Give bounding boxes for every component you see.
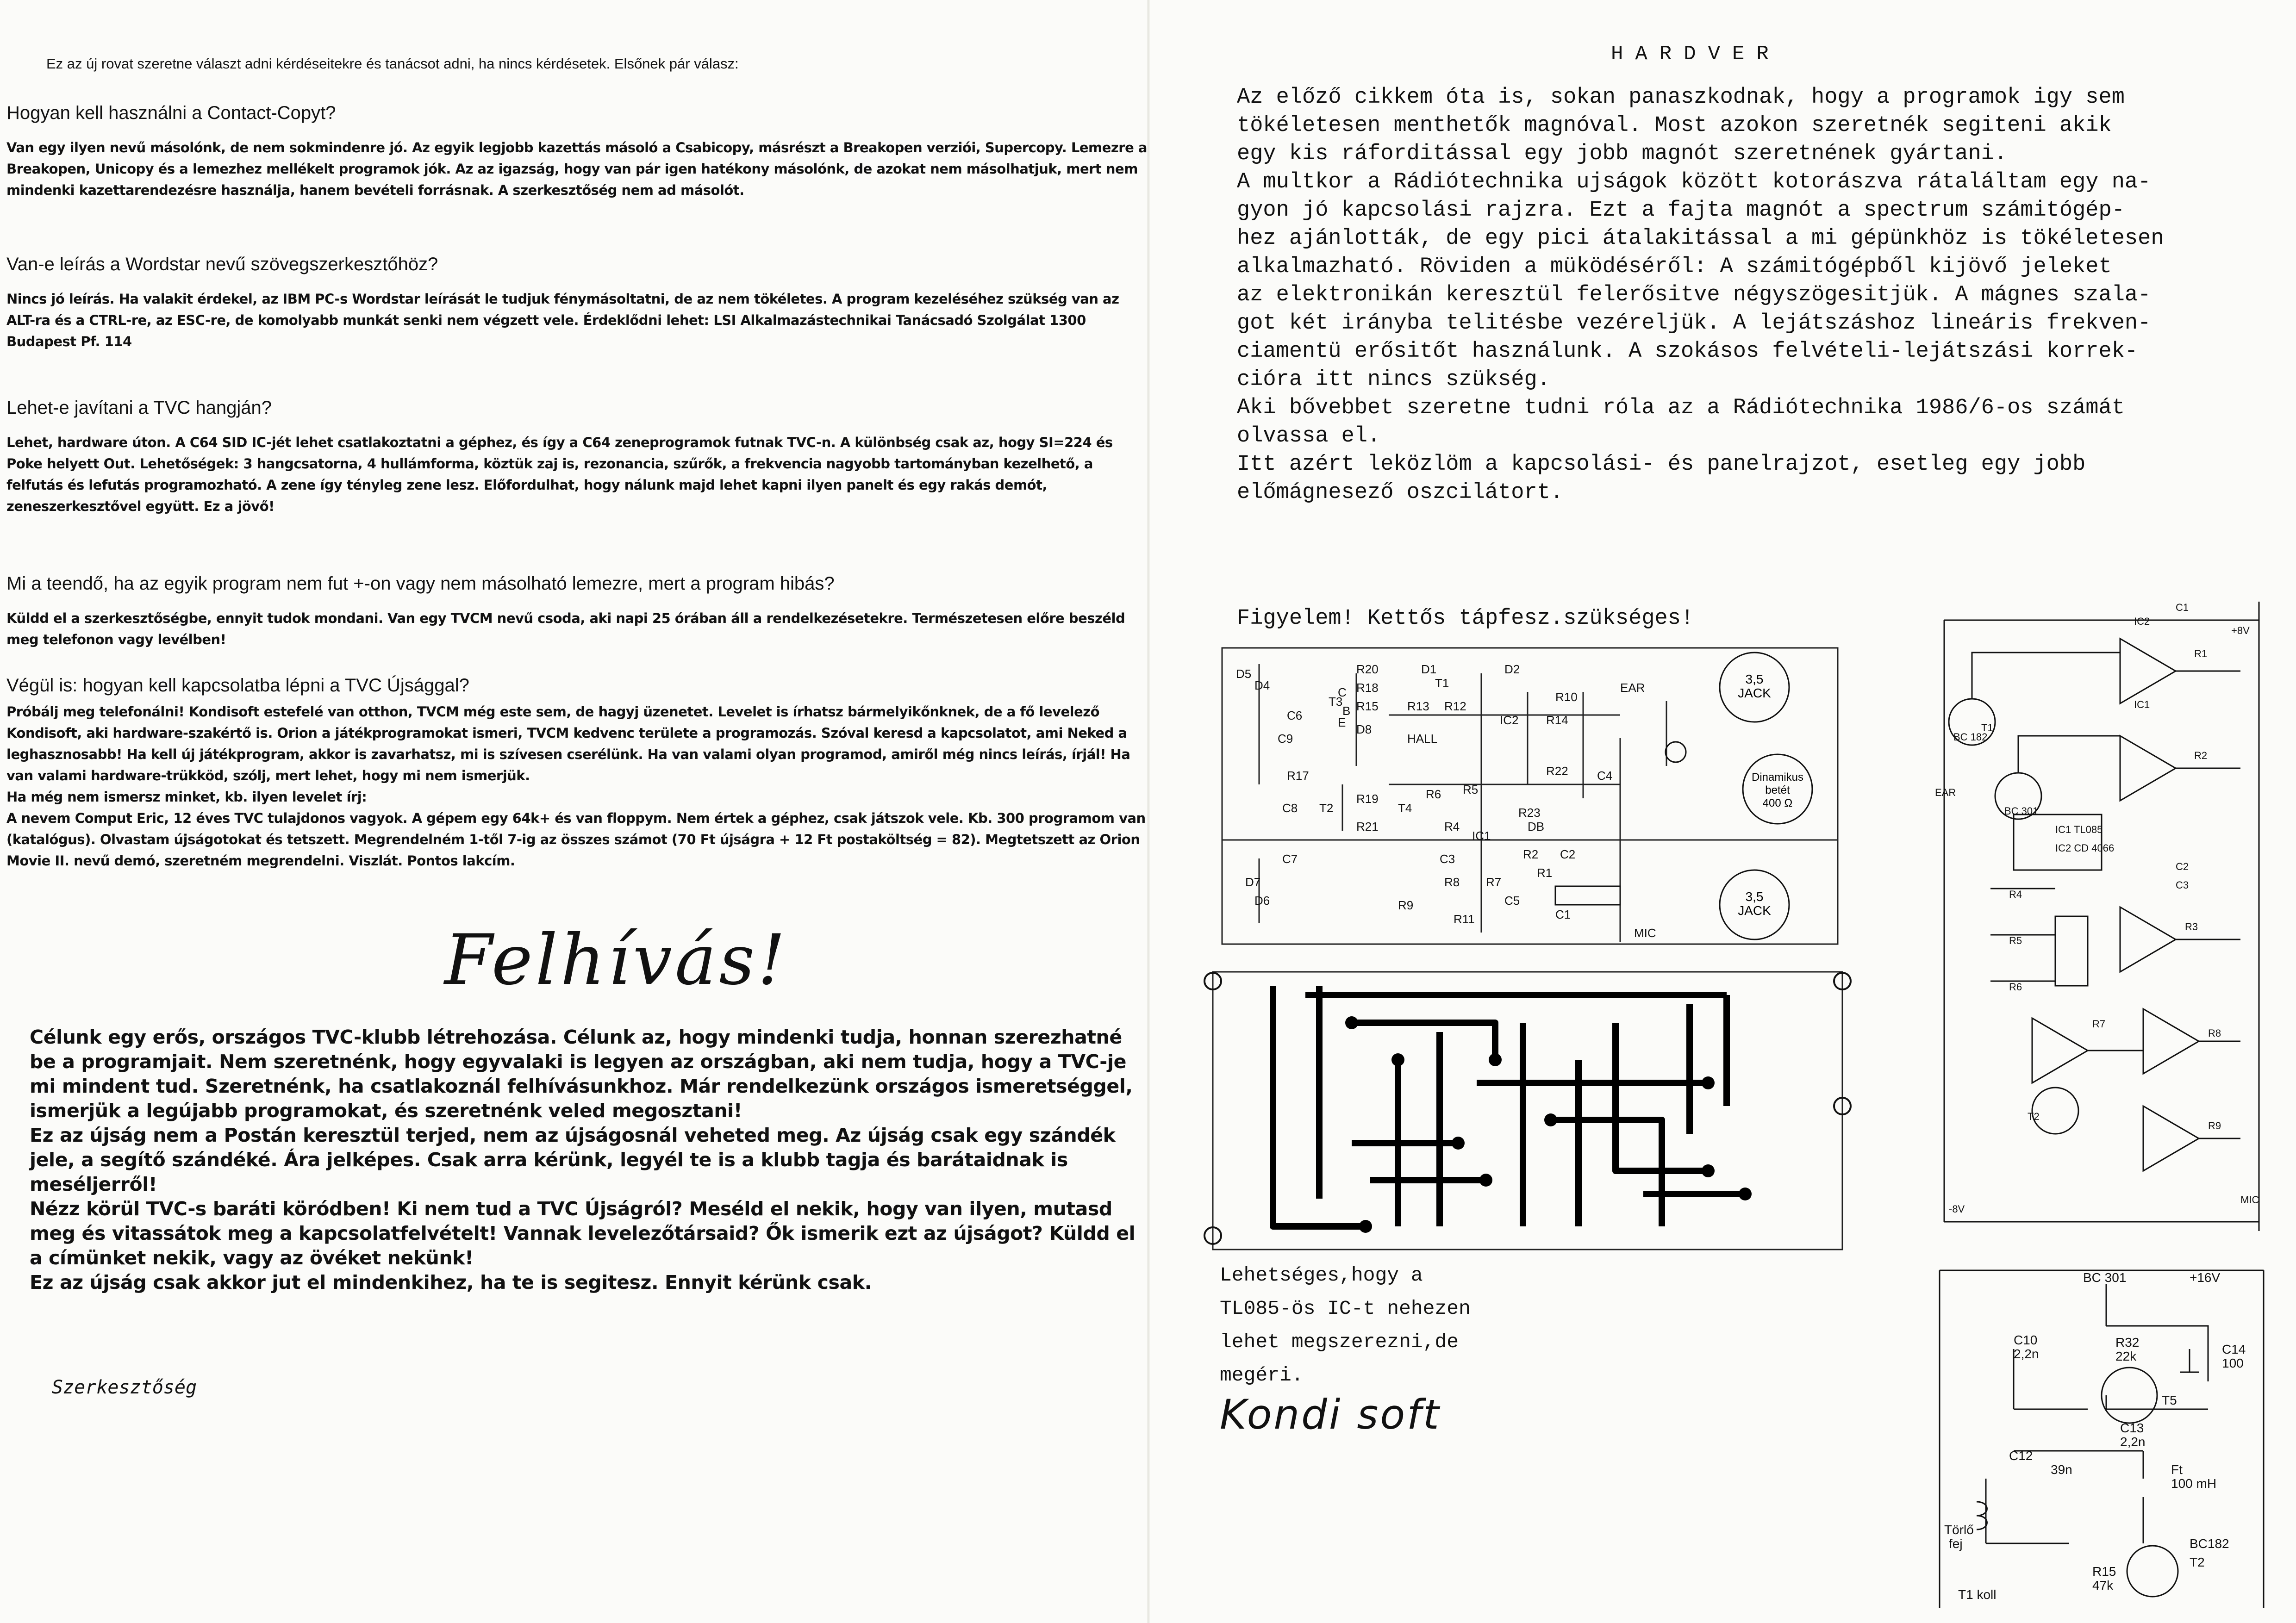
component-label: C7 [1282, 852, 1298, 866]
component-label: C3 [1440, 852, 1455, 866]
felhivas-title: Felhívás! [444, 920, 788, 1001]
oscillator-label: 2,2n [2120, 1435, 2146, 1449]
schematic-label: R9 [2208, 1120, 2221, 1132]
pcb-layout-drawing [1199, 967, 1861, 1254]
body-line: Az előző cikkem óta is, sokan panaszkodnak, hogy a programok igy sem [1237, 85, 2125, 110]
qa-item-1 [6, 101, 1148, 201]
oscillator-label: fej [1949, 1536, 1963, 1551]
hardver-title: HARDVER [1611, 43, 1781, 66]
schematic-label: T2 [2028, 1111, 2040, 1122]
oscillator-label: C12 [2009, 1449, 2033, 1463]
component-label: D2 [1504, 662, 1520, 676]
component-label: R17 [1287, 769, 1309, 783]
component-layout-diagram [1204, 646, 1861, 960]
signature-szerkesztoseg: Szerkesztőség [52, 1377, 197, 1398]
component-label: E [1338, 715, 1346, 729]
answer-paragraph: Próbálj meg telefonálni! Kondisoft estefelé van otthon, TVCM még este sem, de hagyj üzenetet. Levelet is írhatsz bármelyikőnknek, de a fő levelező Kondisoft, aki hardware-szakértő is. Orion a játékprogramokat ismeri, TVCM kedvenc területe a programozás. Szóval keresd a kapcsolatot, ami Neked a leghasznosabb! Ha kell új játékprogram, akkor is zavarhatsz, mi is szívesen cserélünk. Ha van valami olyan programod, amiről még nincs leírás, írjál! Ha van valami hardware-trükköd, szólj, mert lehet, hogy mi nem ismerjük. [6, 704, 1130, 784]
schematic-label: R5 [2009, 935, 2022, 946]
schematic-label: C1 [2176, 602, 2189, 613]
schematic-label: T1 [1981, 722, 1993, 734]
qa-item-2 [6, 252, 1148, 352]
oscillator-label: T1 koll [1958, 1587, 1997, 1602]
component-label: R19 [1356, 792, 1379, 806]
oscillator-label: BC 301 [2083, 1270, 2127, 1285]
oscillator-label: 100 mH [2171, 1476, 2217, 1491]
component-label: C [1338, 685, 1347, 699]
component-label: R21 [1356, 820, 1379, 833]
warning-text: Figyelem! Kettős tápfesz.szükséges! [1237, 606, 1694, 631]
jack-mic-label-2: JACK [1738, 903, 1771, 918]
component-label: R12 [1444, 699, 1466, 713]
component-label: R8 [1444, 875, 1460, 889]
answer-paragraph: A nevem Comput Eric, 12 éves TVC tulajdonos vagyok. A gépem egy 64k+ és van floppym. Nem értek a géphez, csak játszok vele. Kb. 300 programom van (katalógus). Olvastam újságotokat és tetszett. Megrendelném 1-től 7-ig az összes számot (70 Ft újságra + 12 Ft postaköltség = 82). Megtetszett az Orion Movie II. nevű demó, szeretném megrendelni. Viszlát. Pontos lakcím. [6, 810, 1146, 869]
schematic-label: +8V [2231, 625, 2250, 636]
jack-ear-label-2: JACK [1738, 686, 1771, 700]
signature-kondisoft: Kondi soft [1220, 1391, 1441, 1438]
component-label: T4 [1398, 801, 1412, 815]
schematic-label: IC1 TL085 [2055, 824, 2103, 835]
oscillator-label: R15 [2092, 1564, 2116, 1579]
schematic-label: R4 [2009, 889, 2022, 900]
answer: Van egy ilyen nevű másolónk, de nem sokmindenre jó. Az egyik legjobb kazettás másoló a Csabicopy, másrészt a Breakopen verziói, Supercopy. Lemezre a Breakopen, Unicopy és a lemezhez mellékelt programok jók. Az az igazság, hogy van pár igen hatékony másolónk, de azokat nem másolhatjuk, mert nem mindenki kazettarendezésre használja, hanem bevételi forrásnak. A szerkesztőség nem ad másolót. [6, 140, 1147, 198]
body-line: cióra itt nincs szükség. [1237, 367, 1550, 392]
component-label: R20 [1356, 662, 1379, 676]
component-label: IC2 [1500, 713, 1519, 727]
component-label: D1 [1421, 662, 1437, 676]
component-label: R6 [1426, 787, 1441, 801]
main-schematic [1916, 583, 2287, 1240]
hardver-body [1237, 83, 2283, 507]
schematic-label: R1 [2194, 648, 2208, 659]
jack-mic-label-1: 3,5 [1745, 889, 1764, 904]
qa-item-5 [6, 673, 1148, 871]
body-line: Aki bővebbet szeretne tudni róla az a Rádiótechnika 1986/6-os számát [1237, 396, 2125, 420]
answer: Küldd el a szerkesztőségbe, ennyit tudok mondani. Van egy TVCM nevű csoda, aki napi 25 órában áll a rendelkezésetekre. Természetesen előre beszéld meg telefonon vagy levélben! [6, 610, 1125, 647]
tl085-note [1220, 1259, 1544, 1392]
transistor-t5 [2102, 1368, 2157, 1423]
component-label: R10 [1555, 690, 1578, 704]
qa-item-3 [6, 396, 1148, 517]
component-label: IC1 [1472, 829, 1491, 843]
felhivas-paragraph: Ez az újság csak akkor jut el mindenkihez, ha te is segitesz. Ennyit kérünk csak. [30, 1271, 872, 1293]
component-label: T3 [1329, 695, 1343, 709]
note-line: Lehetséges,hogy a [1220, 1264, 1423, 1287]
schematic-label: IC2 [2134, 616, 2150, 627]
oscillator-label: +16V [2190, 1270, 2221, 1285]
schematic-label: BC 301 [2004, 805, 2039, 817]
felhivas-paragraph: Nézz körül TVC-s baráti köródben! Ki nem tud a TVC Újságról? Meséld el nekik, hogy van ilyen, mutasd meg és vitassátok meg a kapcsolatfelvételt! Vannak levelezőtársaid? Ők ismerik ezt az újságot? Küldd el a címünket nekik, vagy az övéket nekünk! [30, 1198, 1136, 1269]
schematic-label: R3 [2185, 921, 2198, 933]
body-line: tökéletesen menthetők magnóval. Most azokon szeretnék segiteni akik [1237, 113, 2112, 138]
schematic-label: R6 [2009, 981, 2022, 993]
oscillator-label: BC182 [2190, 1536, 2229, 1551]
component-label: R1 [1537, 866, 1553, 880]
answer [6, 701, 1148, 871]
body-line: A multkor a Rádiótechnika ujságok között kotorászva rátaláltam egy na- [1237, 170, 2151, 194]
oscillator-label: 22k [2115, 1349, 2137, 1363]
schematic-label: C3 [2176, 879, 2189, 891]
note-line: lehet megszerezni,de [1220, 1331, 1459, 1353]
answer: Lehet, hardware úton. A C64 SID IC-jét lehet csatlakoztatni a géphez, és így a C64 zeneprogramok futnak TVC-n. A különbség csak az, hogy SI=224 és Poke helyett Out. Lehetőségek: 3 hangcsatorna, 4 hullámforma, köztük zaj is, rezonancia, szűrők, a frekvencia nagyobb tartományban kezelhető, a felfutás és lefutás programozható. A zene így tényleg zene lesz. Előfordulhat, hogy nálunk majd lehet kapni ilyen panelt és egy rakás demót, zeneszerkesztővel együtt. Ez a jövő! [6, 435, 1113, 514]
component-label: R11 [1454, 912, 1475, 926]
question: Hogyan kell használni a Contact-Copyt? [6, 103, 336, 123]
component-label: C9 [1278, 732, 1293, 746]
transistor-t2 [2127, 1546, 2178, 1597]
component-label: D4 [1254, 678, 1270, 692]
component-label: R5 [1463, 783, 1479, 796]
oscillator-label: C13 [2120, 1421, 2144, 1435]
felhivas-paragraph: Célunk egy erős, országos TVC-klubb létrehozása. Célunk az, hogy mindenki tudja, honnan szerezhatné be a programjait. Nem szeretnénk, hogy egyvalaki is legyen az országban, aki nem tudja, hogy a TVC-je mi mindent tud. Szeretnénk, ha csatlakoznál felhívásunkhoz. Már rendelkezünk országos ismeretséggel, ismerjük a legújabb programokat, és szeretnénk veled megosztani! [30, 1026, 1133, 1122]
qa-item-4 [6, 572, 1148, 650]
jack-ear-label-1: 3,5 [1745, 672, 1764, 686]
question: Lehet-e javítani a TVC hangján? [6, 398, 272, 418]
body-line: egy kis ráforditással egy jobb magnót szeretnének gyártani. [1237, 142, 2008, 166]
component-label: C1 [1555, 908, 1571, 921]
schematic-label: C2 [2176, 861, 2189, 872]
component-label: D8 [1356, 722, 1372, 736]
component-label: D7 [1245, 875, 1261, 889]
component-label: R18 [1356, 681, 1379, 695]
oscillator-label: C14 [2222, 1342, 2246, 1356]
answer: Nincs jó leírás. Ha valakit érdekel, az IBM PC-s Wordstar leírását le tudjuk fénymásoltatni, de az nem tökéletes. A program kezeléséhez szükség van az ALT-ra és a CTRL-re, az ESC-re, de komolyabb munkát senki nem végzett vele. Érdeklődni lehet: LSI Alkalmazástechnikai Tanácsadó Szolgálat 1300 Budapest Pf. 114 [6, 291, 1119, 349]
oscillator-label: R32 [2115, 1335, 2140, 1349]
speaker-label-3: 400 Ω [1762, 797, 1793, 809]
body-line: előmágnesező oszcilátort. [1237, 480, 1564, 505]
component-label: R23 [1518, 806, 1541, 820]
component-label: R14 [1546, 713, 1568, 727]
body-line: got két irányba telitésbe vezéreljük. A lejátszáshoz lineáris frekven- [1237, 311, 2151, 336]
body-line: Itt azért leközlöm a kapcsolási- és panelrajzot, esetleg egy jobb [1237, 452, 2086, 477]
speaker-label-2: betét [1765, 784, 1790, 796]
component-label: D5 [1236, 667, 1252, 681]
component-label: D6 [1254, 894, 1270, 908]
felhivas-body [30, 1025, 1136, 1295]
component-label: C6 [1287, 709, 1303, 722]
oscillator-label: Ft [2171, 1462, 2183, 1477]
component-label: C8 [1282, 801, 1298, 815]
schematic-label: IC2 CD 4066 [2055, 842, 2115, 854]
intro-text: Ez az új rovat szeretne választ adni kérdéseitekre és tanácsot adni, ha nincs kérdésetek. Elsőnek pár válasz: [46, 56, 739, 72]
component-label: T2 [1319, 801, 1334, 815]
component-label: R22 [1546, 764, 1568, 778]
body-line: hez ajánlották, de egy pici átalakitással a mi gépünkhöz is tökéletesen [1237, 226, 2164, 251]
oscillator-label: Törlő [1944, 1523, 1974, 1537]
component-label: DB [1528, 820, 1545, 833]
component-label: B [1342, 704, 1351, 718]
oscillator-label: C10 [2014, 1333, 2038, 1347]
component-label: MIC [1634, 926, 1656, 940]
oscillator-label: 39n [2051, 1462, 2072, 1477]
component-label: HALL [1407, 732, 1438, 746]
component-label: R9 [1398, 898, 1414, 912]
schematic-label: IC1 [2134, 699, 2150, 710]
speaker-label-1: Dinamikus [1751, 771, 1804, 784]
component-label: C4 [1597, 769, 1613, 783]
oscillator-label: 47k [2092, 1578, 2114, 1592]
component-label: C2 [1560, 847, 1576, 861]
note-line: megéri. [1220, 1364, 1304, 1387]
component-label: C5 [1504, 894, 1520, 908]
question: Mi a teendő, ha az egyik program nem fut +-on vagy nem másolható lemezre, mert a program hibás? [6, 573, 835, 594]
note-line: TL085-ös IC-t nehezen [1220, 1297, 1471, 1320]
oscillator-label: 2,2n [2014, 1347, 2039, 1361]
body-line: gyon jó kapcsolási rajzra. Ezt a fajta magnót a spectrum számitógép- [1237, 198, 2125, 223]
schematic-label: R8 [2208, 1027, 2221, 1039]
schematic-label: -8V [1949, 1203, 1965, 1215]
body-line: az elektronikán keresztül felerősitve négyszögesitjük. A mágnes szala- [1237, 283, 2151, 307]
oscillator-label: T5 [2162, 1393, 2177, 1407]
component-label: R4 [1444, 820, 1460, 833]
question: Végül is: hogyan kell kapcsolatba lépni a TVC Újsággal? [6, 675, 469, 696]
schematic-label: BC 182 [1953, 731, 1988, 743]
felhivas-paragraph: Ez az újság nem a Postán keresztül terjed, nem az újságosnál veheted meg. Az újság csak egy szándék jele, a segítő szándéké. Ára jelképes. Csak arra kérünk, legyél te is a klubb tagja és barátaidnak is meséljerről! [30, 1124, 1116, 1195]
schematic-label: EAR [1935, 787, 1956, 798]
component-label: R7 [1486, 875, 1502, 889]
component-label: R15 [1356, 699, 1379, 713]
body-line: alkalmazható. Röviden a müködéséről: A számitógépből kijövő jeleket [1237, 255, 2112, 279]
oscillator-label: 100 [2222, 1356, 2244, 1370]
component-label: R2 [1523, 847, 1539, 861]
oscillator-label: T2 [2190, 1555, 2205, 1569]
question: Van-e leírás a Wordstar nevű szövegszerkesztőhöz? [6, 254, 438, 274]
schematic-label: R7 [2092, 1018, 2106, 1030]
oscillator-schematic [1930, 1256, 2282, 1613]
component-label: EAR [1620, 681, 1645, 695]
component-label: R13 [1407, 699, 1429, 713]
answer-paragraph: Ha még nem ismersz minket, kb. ilyen levelet írj: [6, 789, 367, 805]
body-line: ciamentü erősitőt használunk. A szokásos felvételi-lejátszási korrek- [1237, 339, 2138, 364]
body-line: olvassa el. [1237, 424, 1381, 448]
component-label: T1 [1435, 676, 1449, 690]
schematic-label: R2 [2194, 750, 2208, 761]
schematic-label: MIC [2240, 1194, 2259, 1206]
